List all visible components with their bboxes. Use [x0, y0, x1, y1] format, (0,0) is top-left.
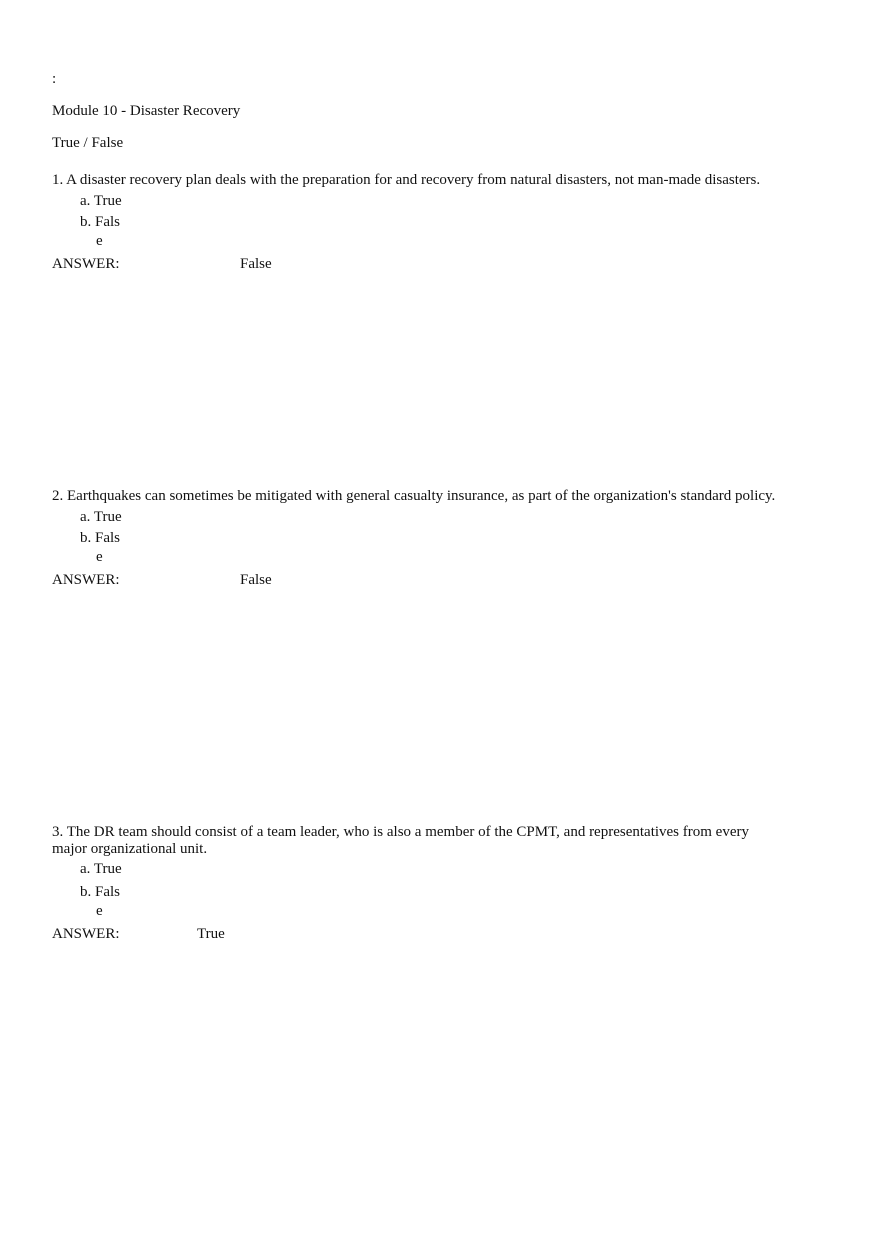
question-text-line1: 3. The DR team should consist of a team leader, who is also a member of the CPMT, and representatives from every: [52, 824, 749, 840]
option-b: b. Fals: [80, 214, 121, 230]
option-a: a. True: [80, 193, 122, 209]
header-colon: :: [52, 71, 57, 87]
option-b-wrap: e: [96, 549, 103, 565]
option-b: b. Fals: [80, 530, 121, 546]
option-b-wrap: e: [96, 233, 103, 249]
answer-value: False: [240, 256, 272, 272]
option-b-wrap: e: [96, 903, 103, 919]
answer-label: ANSWER:: [52, 572, 120, 588]
question-text: 1. A disaster recovery plan deals with the preparation for and recovery from natural disasters, not man-made disasters.: [52, 172, 761, 188]
answer-label: ANSWER:: [52, 926, 120, 942]
answer-value: True: [197, 926, 225, 942]
section-title: True / False: [52, 135, 124, 151]
answer-label: ANSWER:: [52, 256, 120, 272]
question-text-line2: major organizational unit.: [52, 841, 208, 857]
option-b: b. Fals: [80, 884, 121, 900]
option-a: a. True: [80, 509, 122, 525]
answer-value: False: [240, 572, 272, 588]
module-title: Module 10 - Disaster Recovery: [52, 103, 241, 119]
question-text: 2. Earthquakes can sometimes be mitigated with general casualty insurance, as part of the organization's standard policy.: [52, 488, 776, 504]
option-a: a. True: [80, 861, 122, 877]
